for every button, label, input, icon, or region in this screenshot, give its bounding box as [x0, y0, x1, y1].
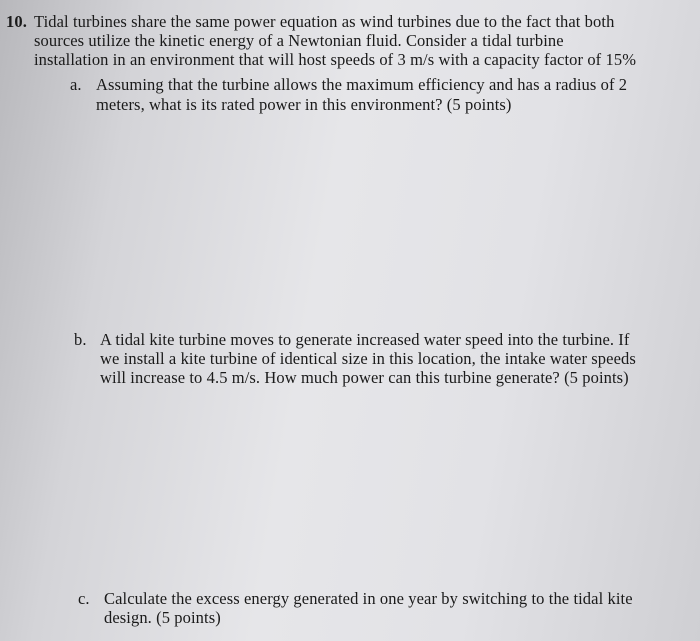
- part-a-line-1: Assuming that the turbine allows the maximum efficiency and has a radius of 2: [96, 75, 628, 94]
- part-b-line-1: A tidal kite turbine moves to generate increased water speed into the turbine. If: [100, 330, 630, 349]
- part-b-marker: b.: [74, 330, 87, 349]
- question-line-1: Tidal turbines share the same power equation as wind turbines due to the fact that both: [34, 12, 615, 31]
- part-c-line-2: design. (5 points): [104, 608, 221, 627]
- part-c-marker: c.: [78, 589, 90, 608]
- part-a-line-2: meters, what is its rated power in this environment? (5 points): [96, 95, 512, 114]
- part-a-marker: a.: [70, 75, 82, 94]
- question-number: 10.: [6, 12, 27, 31]
- part-c-line-1: Calculate the excess energy generated in one year by switching to the tidal kite: [104, 589, 633, 608]
- part-b-line-2: we install a kite turbine of identical size in this location, the intake water speeds: [100, 349, 636, 368]
- question-line-3: installation in an environment that will host speeds of 3 m/s with a capacity factor of 15%: [34, 50, 637, 69]
- question-line-2: sources utilize the kinetic energy of a Newtonian fluid. Consider a tidal turbine: [34, 31, 564, 50]
- part-b-line-3: will increase to 4.5 m/s. How much power can this turbine generate? (5 points): [100, 368, 629, 387]
